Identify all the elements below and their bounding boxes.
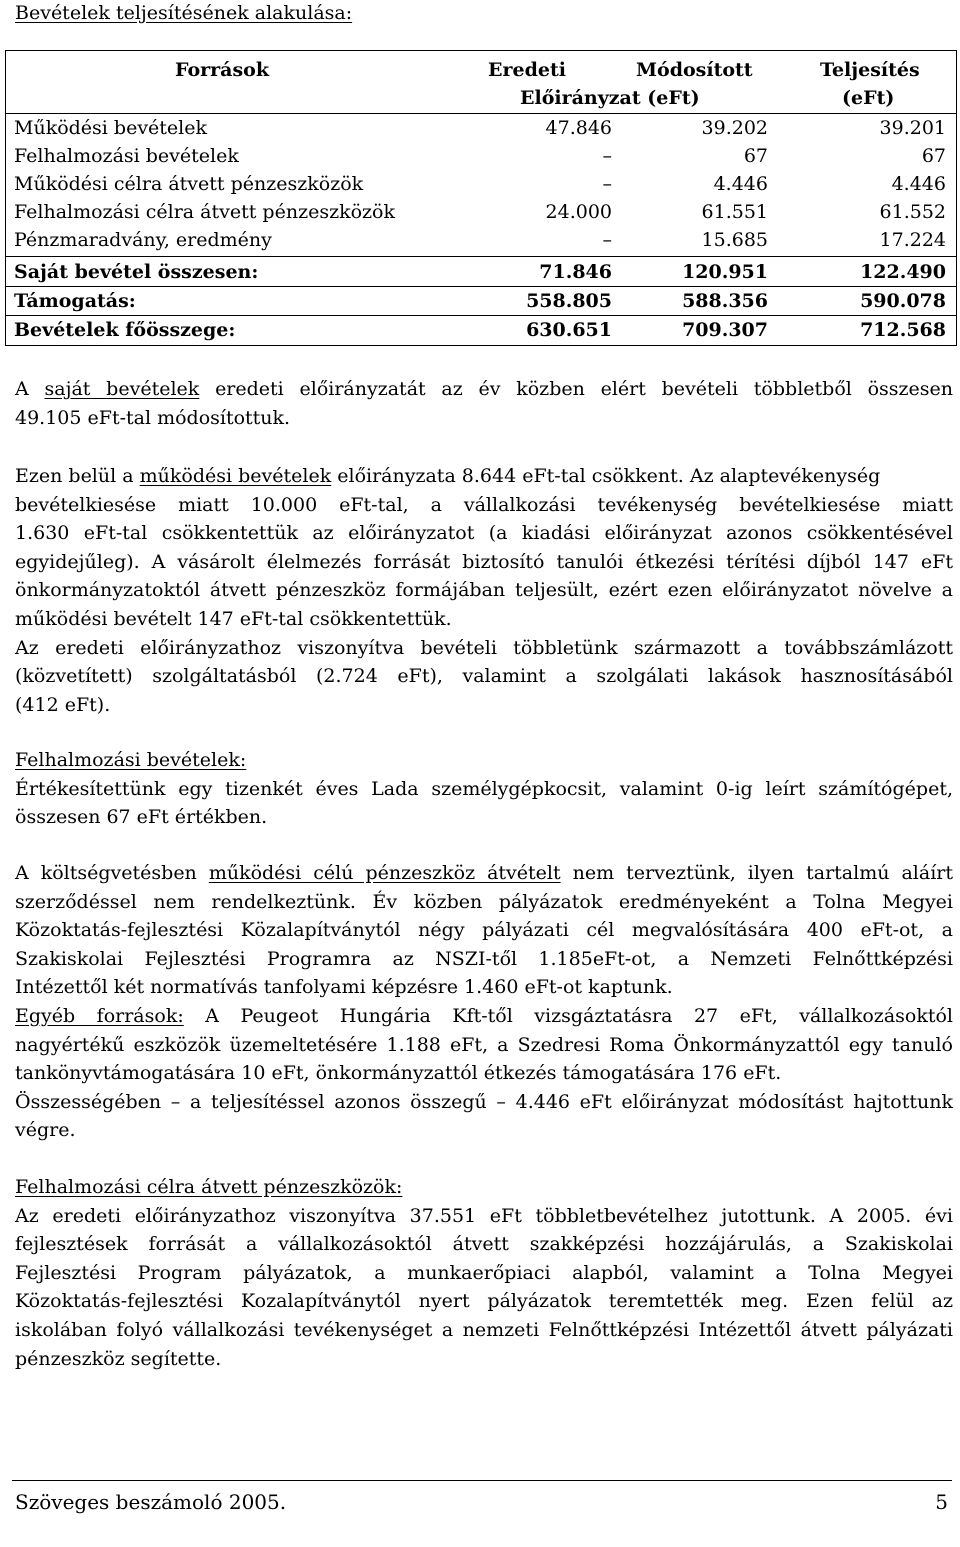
subsection-heading: Felhalmozási bevételek: xyxy=(15,749,247,771)
summary-label: Bevételek főösszege: xyxy=(14,319,236,341)
text-line: bevételkiesése miatt 10.000 eFt-tal, a vállalkozási tevékenység bevételkiesése miatt xyxy=(15,493,953,516)
row-label: Pénzmaradvány, eredmény xyxy=(14,229,272,251)
summary-modified: 709.307 xyxy=(682,319,768,341)
section-heading: Bevételek teljesítésének alakulása: xyxy=(15,2,353,24)
underlined-term: működési célú pénzeszköz átvételt xyxy=(208,862,561,884)
row-modified: 39.202 xyxy=(701,117,768,139)
paragraph-own-revenue xyxy=(15,375,953,432)
row-original: 47.846 xyxy=(545,117,612,139)
paragraph-operating-revenue xyxy=(15,462,953,719)
text-run: előirányzata 8.644 eFt-tal csökkent. Az alaptevékenység xyxy=(337,465,881,487)
text-line: működési bevételt 147 eFt-tal csökkentettük. xyxy=(15,607,452,630)
summary-performance: 122.490 xyxy=(860,261,946,283)
row-performance: 4.446 xyxy=(891,173,946,195)
text-run: A költségvetésben xyxy=(15,862,197,884)
table-header-appropriation: Előirányzat (eFt) xyxy=(520,87,700,109)
text-line: Közoktatás-fejlesztési Közalapítványtól négy pályázati cél megvalósítására 400 eFt-ot, a xyxy=(15,919,953,942)
table-header-sources: Források xyxy=(175,59,269,81)
table-header-performance-unit: (eFt) xyxy=(842,87,895,109)
summary-label: Támogatás: xyxy=(14,290,136,312)
text-line: nagyértékű eszközök üzemeltetésére 1.188 eFt, a Szedresi Roma Önkormányzattól egy tanuló xyxy=(15,1033,953,1056)
text-line xyxy=(15,462,953,491)
text-line: Az eredeti előirányzathoz viszonyítva 37.551 eFt többletbevételhez jutottunk. A 2005. évi xyxy=(15,1204,953,1227)
summary-performance: 712.568 xyxy=(860,319,946,341)
summary-original: 71.846 xyxy=(539,261,612,283)
text-line: önkormányzatoktól átvett pénzeszköz formájában teljesült, ezért ezen előirányzatot növelve a xyxy=(15,579,953,602)
row-original: – xyxy=(602,229,612,251)
summary-performance: 590.078 xyxy=(860,290,946,312)
page-number: 5 xyxy=(935,1490,948,1514)
footer-rule xyxy=(12,1480,952,1481)
row-label: Felhalmozási bevételek xyxy=(14,145,239,167)
underlined-term: saját bevételek xyxy=(44,378,200,400)
text-line: 49.105 eFt-tal módosítottuk. xyxy=(15,406,291,429)
row-performance: 39.201 xyxy=(879,117,946,139)
text-line: (412 eFt). xyxy=(15,693,111,716)
row-performance: 61.552 xyxy=(879,201,946,223)
text-line: Értékesítettünk egy tizenkét éves Lada személygépkocsit, valamint 0-ig leírt számítógépet, xyxy=(15,777,953,800)
text-line: tankönyvtámogatására 10 eFt, önkormányzattól étkezés támogatására 176 eFt. xyxy=(15,1062,782,1085)
row-label: Működési célra átvett pénzeszközök xyxy=(14,173,364,195)
text-run: eredeti előirányzatát az év közben elért bevételi többletből összesen xyxy=(215,378,954,400)
paragraph-capital-transfers xyxy=(15,1173,953,1373)
text-line xyxy=(15,859,953,888)
table-rule xyxy=(5,256,956,257)
text-line: összesen 67 eFt értékben. xyxy=(15,806,268,829)
subsection-heading: Felhalmozási célra átvett pénzeszközök: xyxy=(15,1176,403,1198)
row-performance: 67 xyxy=(921,145,946,167)
text-line: Közoktatás-fejlesztési Kozalapítványtól nyert pályázatok teremtették meg. Ezen felül az xyxy=(15,1290,953,1313)
row-modified: 4.446 xyxy=(713,173,768,195)
text-line: végre. xyxy=(15,1119,76,1142)
text-line: (közvetített) szolgáltatásból (2.724 eFt), valamint a szolgálati lakások hasznosításából xyxy=(15,665,953,688)
summary-original: 630.651 xyxy=(526,319,612,341)
table-header-modified: Módosított xyxy=(636,59,753,81)
row-performance: 17.224 xyxy=(879,229,946,251)
summary-modified: 120.951 xyxy=(682,261,768,283)
row-original: – xyxy=(602,145,612,167)
text-line xyxy=(15,1002,953,1031)
summary-label: Saját bevétel összesen: xyxy=(14,261,259,283)
paragraph-operating-transfers xyxy=(15,859,953,1145)
row-modified: 67 xyxy=(743,145,768,167)
row-modified: 15.685 xyxy=(701,229,768,251)
text-run: A Peugeot Hungária Kft-től vizsgáztatásra 27 eFt, vállalkozásoktól xyxy=(205,1004,954,1027)
text-line xyxy=(15,375,953,404)
paragraph-capital-revenue xyxy=(15,746,953,832)
text-line: Az eredeti előirányzathoz viszonyítva bevételi többletünk származott a továbbszámlázott xyxy=(15,636,953,659)
text-line: Szakiskolai Fejlesztési Programra az NSZI-től 1.185eFt-ot, a Nemzeti Felnőttképzési xyxy=(15,947,953,970)
table-header-performance: Teljesítés xyxy=(820,59,920,81)
row-original: 24.000 xyxy=(545,201,612,223)
text-line: Fejlesztési Program pályázatok, a munkaerőpiaci alapból, valamint a Tolna Megyei xyxy=(15,1261,953,1284)
text-line: szerződéssel nem rendelkeztünk. Év közben pályázatok eredményeként a Tolna Megyei xyxy=(15,890,953,913)
footer-title: Szöveges beszámoló 2005. xyxy=(15,1490,287,1514)
text-line: fejlesztések forrását a vállalkozásoktól átvett szakképzési hozzájárulás, a Szakiskolai xyxy=(15,1233,953,1256)
table-header-original: Eredeti xyxy=(488,59,566,81)
underlined-term: működési bevételek xyxy=(139,465,332,487)
text-line: Összességében – a teljesítéssel azonos összegű – 4.446 eFt előirányzat módosítást hajtottunk xyxy=(15,1090,953,1113)
text-line: iskolában folyó vállalkozási tevékenységet a nemzeti Felnőttképzési Intézettől átvett pályázati xyxy=(15,1318,953,1341)
summary-original: 558.805 xyxy=(526,290,612,312)
underlined-term: Egyéb források: xyxy=(15,1004,184,1027)
row-original: – xyxy=(602,173,612,195)
summary-modified: 588.356 xyxy=(682,290,768,312)
text-line: pénzeszköz segítette. xyxy=(15,1347,222,1370)
text-line: egyidejűleg). A vásárolt élelmezés forrását biztosító tanulói étkezési térítési díjból 147 eFt xyxy=(15,550,953,573)
row-label: Felhalmozási célra átvett pénzeszközök xyxy=(14,201,396,223)
text-line: 1.630 eFt-tal csökkentettük az előirányzatot (a kiadási előirányzat azonos csökkentésével xyxy=(15,522,953,545)
text-run: nem terveztünk, ilyen tartalmú aláírt xyxy=(572,862,953,884)
text-run: Ezen belül a xyxy=(15,465,134,487)
row-label: Működési bevételek xyxy=(14,117,208,139)
text-line: Intézettől két normatívás tanfolyami képzésre 1.460 eFt-ot kaptunk. xyxy=(15,976,673,999)
text-run: A xyxy=(15,378,29,400)
row-modified: 61.551 xyxy=(701,201,768,223)
